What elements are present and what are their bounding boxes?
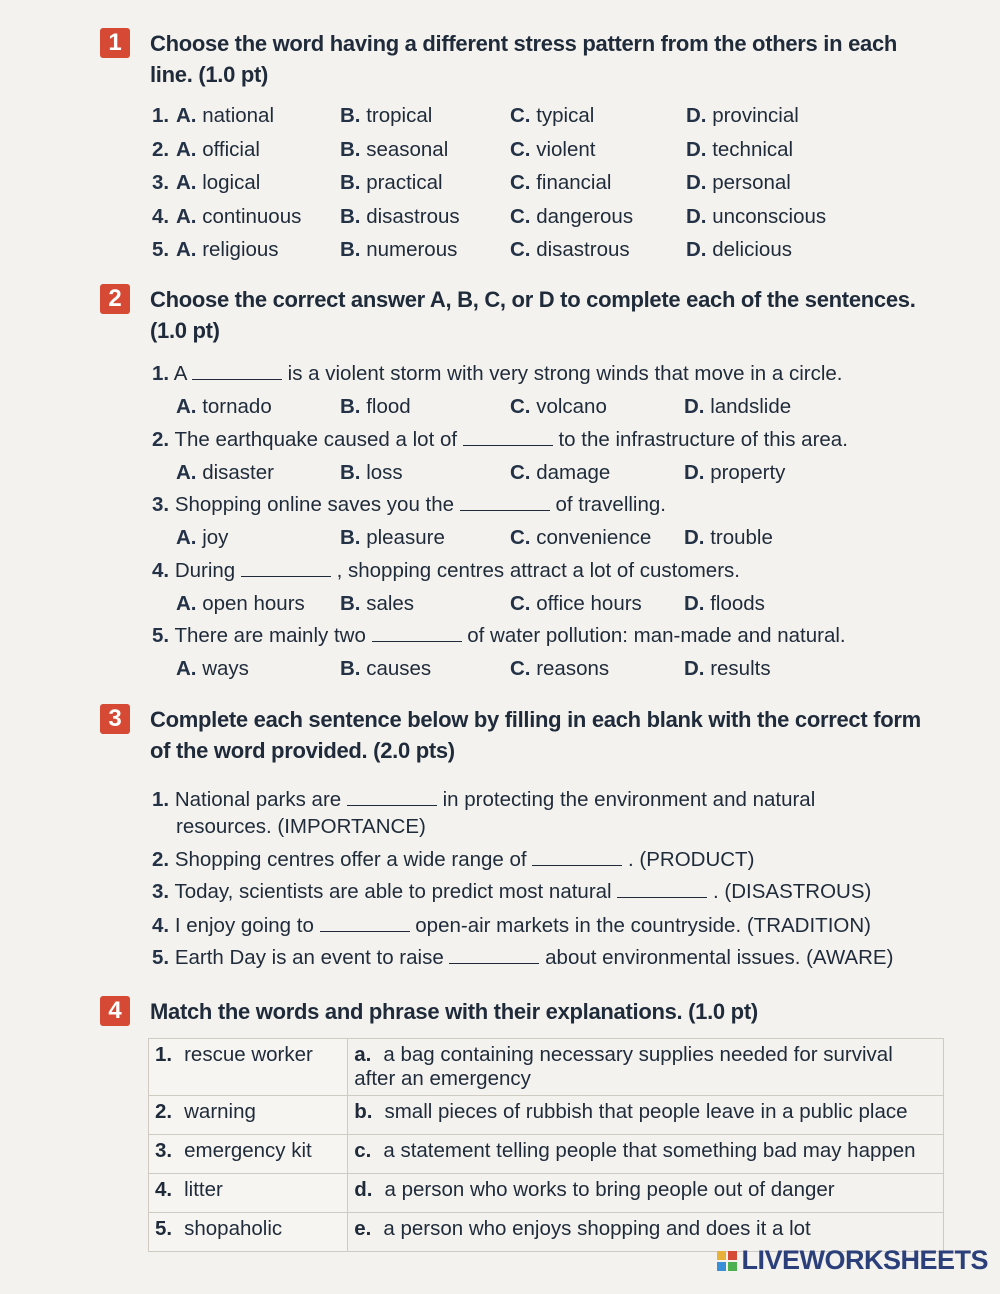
section-3-number: 3 xyxy=(100,704,130,734)
question-text-after: is a violent storm with very strong winds that move in a circle. xyxy=(287,362,843,385)
option-letter: D. xyxy=(684,657,705,680)
option-a[interactable] xyxy=(176,526,228,550)
brand-name: LIVEWORKSHEETS xyxy=(741,1245,988,1275)
option-word: logical xyxy=(202,171,261,194)
option-letter: D. xyxy=(684,395,705,418)
option-text: tornado xyxy=(202,395,272,418)
option-a[interactable] xyxy=(176,461,274,485)
question-line xyxy=(152,624,942,648)
option-word: financial xyxy=(536,171,612,194)
option-letter: A. xyxy=(176,657,197,680)
row-number: 5. xyxy=(152,238,170,261)
option-word: personal xyxy=(712,171,791,194)
option-word: seasonal xyxy=(366,137,449,161)
option-word: disastrous xyxy=(536,238,630,261)
option-text: joy xyxy=(202,526,229,549)
section-2-header xyxy=(100,284,940,346)
option-letter: B. xyxy=(340,204,361,228)
question-text-after: to the infrastructure of this area. xyxy=(558,427,848,451)
definition-letter: e. xyxy=(354,1217,372,1240)
option-d[interactable] xyxy=(686,138,793,162)
option-word: official xyxy=(202,137,260,161)
option-text: reasons xyxy=(536,657,610,680)
option-c[interactable] xyxy=(510,657,609,681)
question-text-after: , shopping centres attract a lot of customers. xyxy=(336,558,740,582)
option-letter: C. xyxy=(510,395,531,418)
term-word: litter xyxy=(184,1178,223,1201)
definition-text: a person who works to bring people out of danger xyxy=(384,1178,835,1201)
item-text-after: . (DISASTROUS) xyxy=(713,880,872,903)
option-c[interactable] xyxy=(510,138,595,162)
option-text: volcano xyxy=(536,395,607,418)
word-form-item xyxy=(152,786,942,840)
term-word: rescue worker xyxy=(184,1043,313,1066)
option-letter: A. xyxy=(176,104,197,127)
term-number: 3. xyxy=(155,1139,173,1162)
definition-letter: c. xyxy=(354,1139,372,1162)
question-line xyxy=(152,428,942,452)
match-definition[interactable] xyxy=(348,1135,944,1174)
definition-letter: a. xyxy=(354,1043,372,1066)
option-text: floods xyxy=(710,591,765,615)
section-4-header xyxy=(100,996,940,1027)
match-term[interactable] xyxy=(149,1213,348,1252)
option-c[interactable] xyxy=(510,592,642,616)
answer-blank[interactable] xyxy=(617,883,707,898)
answer-options xyxy=(176,526,936,556)
option-letter: B. xyxy=(340,591,361,615)
option-letter: D. xyxy=(686,171,707,194)
option-word: violent xyxy=(536,137,596,161)
item-text-before: I enjoy going to xyxy=(174,914,314,937)
option-b[interactable] xyxy=(340,395,411,419)
option-letter: B. xyxy=(340,526,361,549)
option-c[interactable] xyxy=(510,395,607,419)
option-letter: A. xyxy=(176,395,197,418)
answer-blank[interactable] xyxy=(241,562,331,577)
word-form-item xyxy=(152,846,942,873)
answer-options xyxy=(176,592,936,622)
question-text-before: During xyxy=(174,558,236,582)
answer-options xyxy=(176,395,936,425)
answer-blank[interactable] xyxy=(372,627,462,642)
option-letter: D. xyxy=(684,526,705,549)
option-d[interactable] xyxy=(686,171,791,195)
option-b[interactable] xyxy=(340,138,448,162)
question-number: 2. xyxy=(152,427,170,451)
matching-table xyxy=(148,1038,944,1252)
option-word: delicious xyxy=(712,238,792,261)
word-form-item xyxy=(152,944,942,971)
option-letter: C. xyxy=(510,460,531,484)
option-b[interactable] xyxy=(340,238,457,262)
answer-blank[interactable] xyxy=(449,949,539,964)
question-number: 4. xyxy=(152,558,170,582)
option-letter: A. xyxy=(176,171,197,194)
option-c[interactable] xyxy=(510,526,651,550)
option-a[interactable] xyxy=(176,104,274,128)
section-3-title: Complete each sentence below by filling in each blank with the correct form of the word provided. (2.0 pts) xyxy=(150,707,921,763)
option-letter: B. xyxy=(340,171,361,194)
answer-blank[interactable] xyxy=(320,917,410,932)
option-text: results xyxy=(710,657,771,680)
option-d[interactable] xyxy=(684,526,773,550)
option-c[interactable] xyxy=(510,205,633,229)
word-form-item xyxy=(152,878,942,905)
option-letter: C. xyxy=(510,591,531,615)
word-form-item xyxy=(152,912,942,939)
option-d[interactable] xyxy=(686,238,792,262)
option-c[interactable] xyxy=(510,171,611,195)
option-b[interactable] xyxy=(340,526,445,550)
definition-text: small pieces of rubbish that people leave in a public place xyxy=(384,1100,908,1123)
question-line xyxy=(152,362,942,386)
definition-letter: d. xyxy=(354,1178,373,1201)
option-letter: A. xyxy=(176,460,197,484)
item-number: 2. xyxy=(152,848,170,871)
item-text-after: in protecting the environment and natural xyxy=(442,788,816,811)
stress-row xyxy=(152,238,952,268)
term-number: 5. xyxy=(155,1217,173,1240)
option-text: convenience xyxy=(536,526,652,549)
match-definition[interactable] xyxy=(348,1096,944,1135)
question-text-before: A xyxy=(173,362,187,385)
option-b[interactable] xyxy=(340,205,460,229)
term-word: warning xyxy=(184,1100,256,1123)
option-word: dangerous xyxy=(536,204,634,228)
term-number: 1. xyxy=(155,1043,173,1066)
option-letter: B. xyxy=(340,657,361,680)
answer-blank[interactable] xyxy=(192,365,282,380)
stress-row xyxy=(152,104,952,134)
item-text-continued: resources. (IMPORTANCE) xyxy=(176,815,426,838)
term-word: shopaholic xyxy=(184,1217,283,1240)
option-letter: C. xyxy=(510,657,531,680)
item-text-after: about environmental issues. (AWARE) xyxy=(545,946,894,969)
option-text: pleasure xyxy=(366,526,445,549)
option-text: disaster xyxy=(202,460,274,484)
match-definition[interactable] xyxy=(348,1039,944,1096)
question-line xyxy=(152,559,942,583)
option-a[interactable] xyxy=(176,657,249,681)
option-letter: D. xyxy=(686,238,707,261)
option-text: trouble xyxy=(710,526,773,549)
option-word: practical xyxy=(366,171,443,194)
definition-letter: b. xyxy=(354,1100,373,1123)
row-number: 1. xyxy=(152,104,170,127)
option-text: loss xyxy=(366,460,403,484)
match-row xyxy=(149,1174,944,1213)
answer-options xyxy=(176,657,936,687)
option-letter: D. xyxy=(686,137,707,161)
item-text-after: . (PRODUCT) xyxy=(628,848,755,871)
option-d[interactable] xyxy=(684,592,765,616)
section-2-number: 2 xyxy=(100,284,130,314)
option-d[interactable] xyxy=(684,395,791,419)
section-1-title: Choose the word having a different stress pattern from the others in each line. (1.0 pt) xyxy=(150,31,898,87)
answer-blank[interactable] xyxy=(347,791,437,806)
item-text-before: Earth Day is an event to raise xyxy=(174,946,444,969)
option-c[interactable] xyxy=(510,461,610,485)
definition-text: a person who enjoys shopping and does it a lot xyxy=(383,1217,811,1240)
question-text-after: of travelling. xyxy=(555,493,666,516)
question-text-after: of water pollution: man-made and natural. xyxy=(467,624,846,647)
answer-blank[interactable] xyxy=(460,496,550,511)
option-word: typical xyxy=(536,104,595,127)
option-d[interactable] xyxy=(686,205,826,229)
option-word: continuous xyxy=(202,204,302,228)
option-c[interactable] xyxy=(510,238,630,262)
row-number: 4. xyxy=(152,204,170,228)
match-term[interactable] xyxy=(149,1174,348,1213)
option-a[interactable] xyxy=(176,171,260,195)
option-word: numerous xyxy=(366,238,458,261)
question-text-before: There are mainly two xyxy=(174,624,366,647)
option-word: unconscious xyxy=(712,204,827,228)
match-term[interactable] xyxy=(149,1135,348,1174)
option-letter: C. xyxy=(510,204,531,228)
option-a[interactable] xyxy=(176,238,279,262)
definition-text: a statement telling people that something bad may happen xyxy=(383,1139,916,1162)
option-text: damage xyxy=(536,460,611,484)
option-letter: D. xyxy=(684,591,705,615)
option-d[interactable] xyxy=(684,657,771,681)
answer-blank[interactable] xyxy=(463,431,553,446)
option-text: flood xyxy=(366,395,411,418)
option-d[interactable] xyxy=(684,461,785,485)
match-row xyxy=(149,1096,944,1135)
option-a[interactable] xyxy=(176,592,305,616)
option-b[interactable] xyxy=(340,657,431,681)
item-number: 3. xyxy=(152,880,170,903)
stress-row xyxy=(152,171,952,201)
definition-text: a bag containing necessary supplies needed for survival after an emergency xyxy=(354,1043,893,1090)
option-text: office hours xyxy=(536,591,642,615)
item-text-before: Shopping centres offer a wide range of xyxy=(174,848,527,871)
option-a[interactable] xyxy=(176,205,301,229)
term-number: 4. xyxy=(155,1178,173,1201)
item-number: 1. xyxy=(152,788,170,811)
option-letter: C. xyxy=(510,238,531,261)
item-text-before: Today, scientists are able to predict most natural xyxy=(174,880,612,903)
option-text: open hours xyxy=(202,591,305,615)
option-word: disastrous xyxy=(366,204,460,228)
option-text: ways xyxy=(202,657,249,680)
option-text: sales xyxy=(366,591,415,615)
section-4-title: Match the words and phrase with their explanations. (1.0 pt) xyxy=(150,999,758,1024)
option-word: technical xyxy=(712,137,794,161)
match-definition[interactable] xyxy=(348,1174,944,1213)
option-text: causes xyxy=(366,657,432,680)
option-word: national xyxy=(202,104,275,127)
option-letter: A. xyxy=(176,591,197,615)
option-letter: B. xyxy=(340,395,361,418)
item-text-before: National parks are xyxy=(174,788,342,811)
section-2-title: Choose the correct answer A, B, C, or D to complete each of the sentences. (1.0 pt) xyxy=(150,287,916,343)
question-number: 3. xyxy=(152,493,170,516)
option-letter: D. xyxy=(686,104,707,127)
option-letter: A. xyxy=(176,137,197,161)
option-b[interactable] xyxy=(340,592,414,616)
liveworksheets-logo-icon xyxy=(717,1251,737,1271)
answer-options xyxy=(176,461,936,491)
option-letter: C. xyxy=(510,137,531,161)
match-row xyxy=(149,1039,944,1096)
option-word: religious xyxy=(202,238,279,261)
item-text-after: open-air markets in the countryside. (TRADITION) xyxy=(415,914,871,937)
question-number: 1. xyxy=(152,362,170,385)
option-letter: A. xyxy=(176,204,197,228)
option-a[interactable] xyxy=(176,395,272,419)
question-number: 5. xyxy=(152,624,170,647)
option-word: tropical xyxy=(366,104,433,127)
stress-row xyxy=(152,138,952,168)
item-number: 5. xyxy=(152,946,170,969)
option-letter: D. xyxy=(686,204,707,228)
option-letter: C. xyxy=(510,104,531,127)
option-letter: C. xyxy=(510,171,531,194)
option-b[interactable] xyxy=(340,461,403,485)
liveworksheets-logo xyxy=(717,1245,988,1276)
option-text: property xyxy=(710,460,786,484)
item-number: 4. xyxy=(152,914,170,937)
section-4-number: 4 xyxy=(100,996,130,1026)
row-number: 3. xyxy=(152,171,170,194)
term-word: emergency kit xyxy=(184,1139,312,1162)
match-term[interactable] xyxy=(149,1096,348,1135)
option-letter: B. xyxy=(340,137,361,161)
option-letter: C. xyxy=(510,526,531,549)
option-letter: A. xyxy=(176,526,197,549)
section-1-number: 1 xyxy=(100,28,130,58)
option-letter: B. xyxy=(340,460,361,484)
option-letter: B. xyxy=(340,238,361,261)
option-letter: A. xyxy=(176,238,197,261)
question-line xyxy=(152,493,942,517)
option-b[interactable] xyxy=(340,104,432,128)
section-3-header xyxy=(100,704,940,766)
option-b[interactable] xyxy=(340,171,443,195)
match-term[interactable] xyxy=(149,1039,348,1096)
option-letter: D. xyxy=(684,460,705,484)
row-number: 2. xyxy=(152,137,170,161)
answer-blank[interactable] xyxy=(532,851,622,866)
option-c[interactable] xyxy=(510,104,594,128)
option-word: provincial xyxy=(712,104,799,127)
option-letter: B. xyxy=(340,104,361,127)
option-a[interactable] xyxy=(176,138,260,162)
term-number: 2. xyxy=(155,1100,173,1123)
match-row xyxy=(149,1135,944,1174)
question-text-before: Shopping online saves you the xyxy=(174,493,455,516)
stress-row xyxy=(152,205,952,235)
section-1-header xyxy=(100,28,940,90)
option-text: landslide xyxy=(710,395,792,418)
question-text-before: The earthquake caused a lot of xyxy=(174,427,458,451)
option-d[interactable] xyxy=(686,104,799,128)
